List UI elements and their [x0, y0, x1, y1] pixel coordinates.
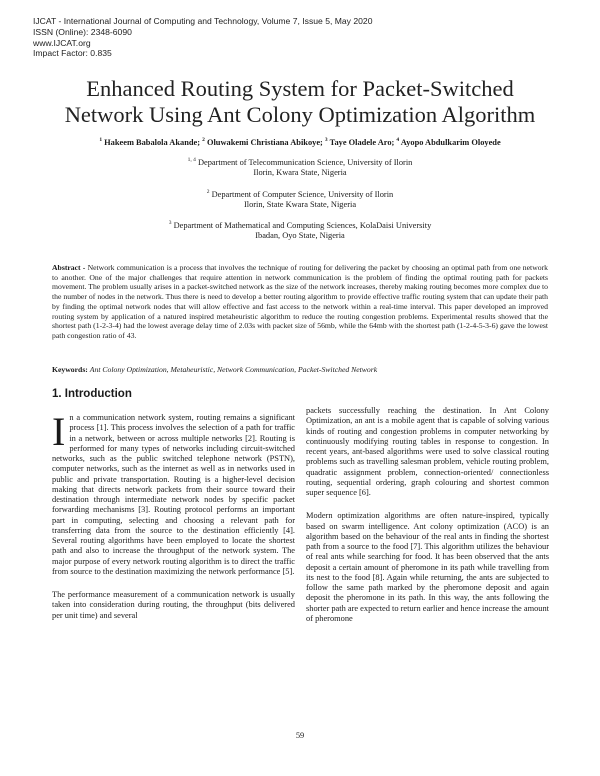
affiliation-2-location: Ilorin, State Kwara State, Nigeria [243, 200, 357, 210]
author-1: Hakeem Babalola Akande; [104, 137, 201, 147]
journal-header [33, 16, 373, 59]
section-heading-introduction: 1. Introduction [52, 388, 132, 400]
title-line-1: Enhanced Routing System for Packet-Switched [86, 76, 514, 101]
author-2-sup: 2 [202, 137, 205, 143]
keywords [52, 365, 548, 374]
keywords-text: Ant Colony Optimization, Metaheuristic, Network Communication, Packet-Switched Network [89, 365, 378, 374]
author-2: Oluwakemi Christiana Abikoye; [206, 137, 323, 147]
intro-paragraph-1-text: n a communication network system, routing remains a significant process [1]. This process involves the selection of a path for traffic in a network, between or across multiple networks [2]. Routing is performed for many types of networks including circuit-switched networks, such as the public switched telephone network (PSTN), computer networks, such as the internet as well as in networks used in public and private transportation. Routing is a higher-level decision making that directs network packets from their source toward their destination through intermediate network nodes by specific packet forwarding mechanisms [3]. Routing protocol performs an important part in computing, selecting and choosing a relevant path for transferring data from the source to the destination efficiently [4]. Several routing algorithms have been employed to locate the shortest path and also to increase the throughput of the network system. The major purpose of every network routing algorithm is to direct the traffic from source to the destination maximizing the network performance [5]. [52, 413, 295, 576]
affiliation-2 [0, 187, 600, 211]
journal-name: IJCAT - International Journal of Computing and Technology, Volume 7, Issue 5, May 2020 [33, 16, 373, 26]
page-number: 59 [295, 731, 305, 740]
affiliation-1-dept: Department of Telecommunication Science, University of Ilorin [197, 157, 413, 167]
abstract [52, 263, 548, 341]
affiliation-3-sup: 3 [168, 220, 172, 226]
left-column [52, 409, 295, 634]
journal-website: www.IJCAT.org [33, 37, 91, 48]
affiliation-2-dept: Department of Computer Science, University of Ilorin [211, 189, 394, 199]
intro-paragraph-3: packets successfully reaching the destination. In Ant Colony Optimization, an ant is a mobile agent that is capable of solving various kinds of routing and congestion problems in computer networking by continuously modifying routing tables in response to congestion. In recent years, ant-based algorithms were used to solve classical routing problems such as travelling salesman problem, vehicle routing problem, quadratic assignment problem, connection-oriented/ connectionless routing, sequential ordering, graph colouring and shortest common super sequence [6]. [306, 406, 549, 497]
abstract-label: Abstract - [52, 263, 86, 272]
paper-title [0, 76, 600, 128]
affiliation-1-location: Ilorin, Kwara State, Nigeria [253, 168, 347, 178]
affiliation-3 [0, 218, 600, 242]
intro-paragraph-1 [52, 409, 295, 577]
author-list [0, 137, 600, 147]
author-3: Taye Oladele Aro; [329, 137, 395, 147]
abstract-text: Network communication is a process that involves the technique of routing for delivering the packet by choosing an optimal path from one network to another. One of the major challenges that require attention in network communication is the problem of finding the optimal routing path for packets movement. The problem usually arises in a packet-switched network as the size of the network increases, thereby making routing becomes more complex due to the number of nodes in the network. Thus there is need to develop a better routing algorithm to provide effective traffic routing system that can update their path by finding the optimal network nodes that will allow effective and fast access to the network within a real-time interval. This paper developed an improved routing system by application of a natured inspired metaheuristic algorithm to reduce the routing congestion problems. Experimental results showed that the shortest path (1-2-3-4) had the lowest average delay time of 2.03s with packet size of 56mb, while the 64mb with the shortest path (1-2-4-5-3-6) gave the lowest path congestion ratio of 43. [52, 263, 548, 340]
author-3-sup: 3 [324, 137, 328, 143]
author-4: Ayopo Abdulkarim Oloyede [400, 137, 501, 147]
right-column [306, 406, 549, 637]
issn: ISSN (Online): 2348-6090 [33, 26, 132, 37]
author-4-sup: 4 [396, 137, 400, 143]
affiliation-3-dept: Department of Mathematical and Computing Sciences, KolaDaisi University [173, 220, 432, 230]
affiliation-3-location: Ibadan, Oyo State, Nigeria [255, 231, 345, 241]
impact-factor: Impact Factor: 0.835 [33, 48, 112, 59]
drop-cap: I [52, 409, 66, 454]
affiliation-1 [0, 155, 600, 179]
affiliation-2-sup: 2 [206, 189, 210, 195]
intro-paragraph-4: Modern optimization algorithms are often nature-inspired, typically based on swarm intelligence. Ant colony optimization (ACO) is an algorithm based on the behaviour of the real ants in finding the shortest path from a source to the food [7]. This algorithm utilizes the behaviour of real ants while searching for food. It has been observed that the ants deposit a certain amount of pheromone in its path while travelling from its nest to the food [8]. Again while returning, the ants are subjected to follow the same path marked by the pheromone deposit and again deposit the pheromone in its path. In this way, the ants following the shorter path are expected to return earlier and hence increase the amount of pheromone [306, 511, 549, 623]
intro-paragraph-2: The performance measurement of a communication network is usually taken into consideration during routing, the throughput (bits delivered per unit time) and several [52, 590, 295, 620]
keywords-label: Keywords: [52, 365, 88, 374]
affiliation-1-sup: 1, 4 [187, 157, 196, 163]
title-line-2: Network Using Ant Colony Optimization Algorithm [64, 102, 536, 127]
author-1-sup: 1 [99, 137, 103, 143]
